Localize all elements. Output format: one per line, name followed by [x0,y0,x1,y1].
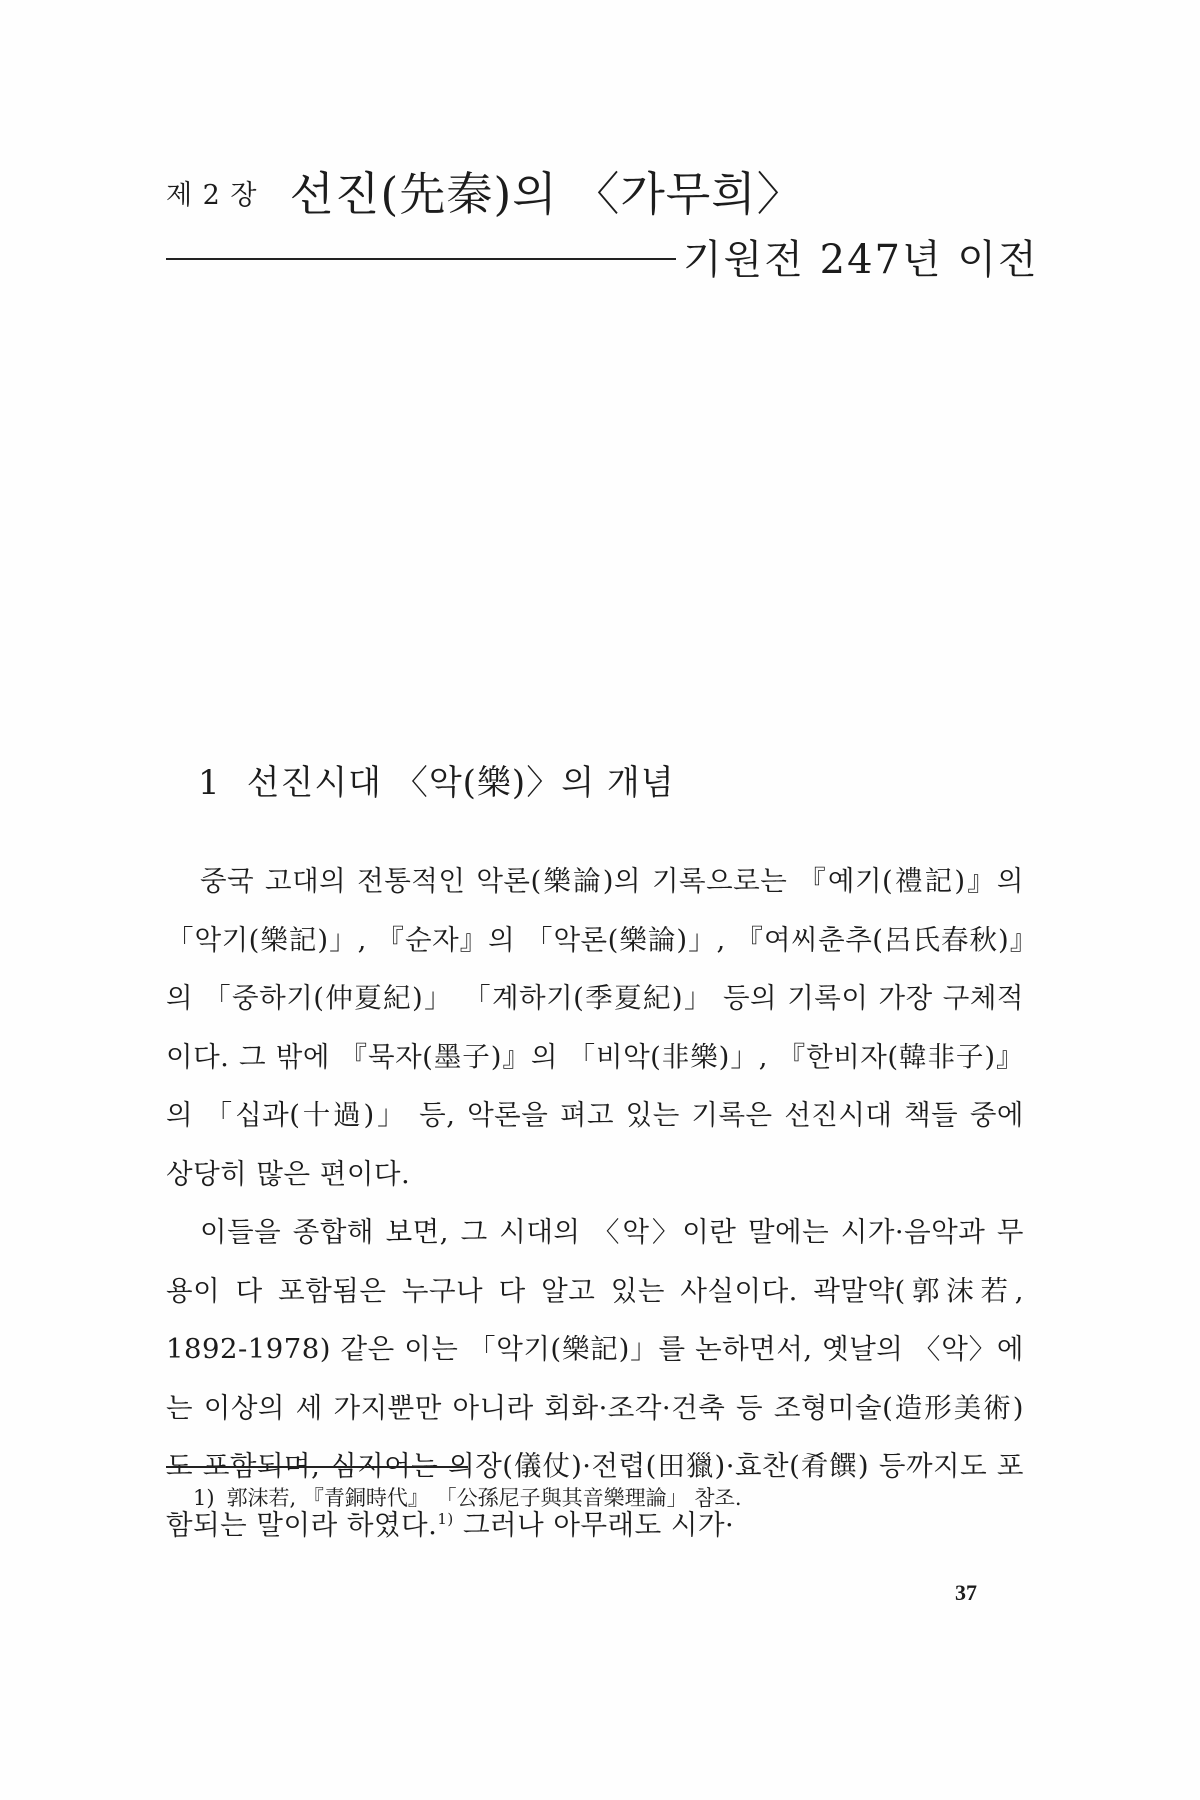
paragraph-text-tail: 그러나 아무래도 시가· [453,1508,735,1541]
footnote-number: 1) [193,1486,215,1510]
subtitle-rule [166,258,676,260]
section-heading [198,755,675,804]
footnote-reference[interactable]: 1) [437,1509,454,1528]
paragraph-text: 이들을 종합해 보면, 그 시대의 〈악〉이란 말에는 시가·음악과 무용이 다 포함됨은 누구나 다 알고 있는 사실이다. 곽말약(郭沫若, 1892-1978) 같은 이는 「악기(樂記)」를 논하면서, 옛날의 〈악〉에는 이상의 세 가지뿐만 아니라 회화·조각·건축 등 조형미술(造形美術)도 포함되며, 심지어는 의장(儀仗)·전렵(田獵)·효찬(肴饌) 등까지도 포함되는 말이라 하였다. [166,1216,1024,1541]
chapter-number: 제 2 장 [166,180,258,211]
chapter-heading [166,158,804,224]
chapter-title: 선진(先秦)의 〈가무희〉 [289,167,804,221]
section-number: 1 [198,763,221,803]
paragraph: 중국 고대의 전통적인 악론(樂論)의 기록으로는 『예기(禮記)』의 「악기(樂記)」, 『순자』의 「악론(樂論)」, 『여씨춘추(呂氏春秋)』의 「중하기(仲夏紀)」 「계하기(季夏紀)」 등의 기록이 가장 구체적이다. 그 밖에 『묵자(墨子)』의 「비악(非樂)」, 『한비자(韓非子)』의 「십과(十過)」 등, 악론을 펴고 있는 기록은 선진시대 책들 중에 상당히 많은 편이다. [166,865,1024,1190]
footnote-text: 郭沫若, 『青銅時代』 「公孫尼子與其音樂理論」 참조. [226,1486,742,1510]
page-number: 37 [955,1580,977,1605]
footnote [193,1482,742,1512]
footnote-rule [166,1466,468,1468]
chapter-subtitle: 기원전 247년 이전 [683,237,1039,283]
body-text [166,852,1024,1554]
section-title: 선진시대 〈악(樂)〉의 개념 [246,763,675,803]
